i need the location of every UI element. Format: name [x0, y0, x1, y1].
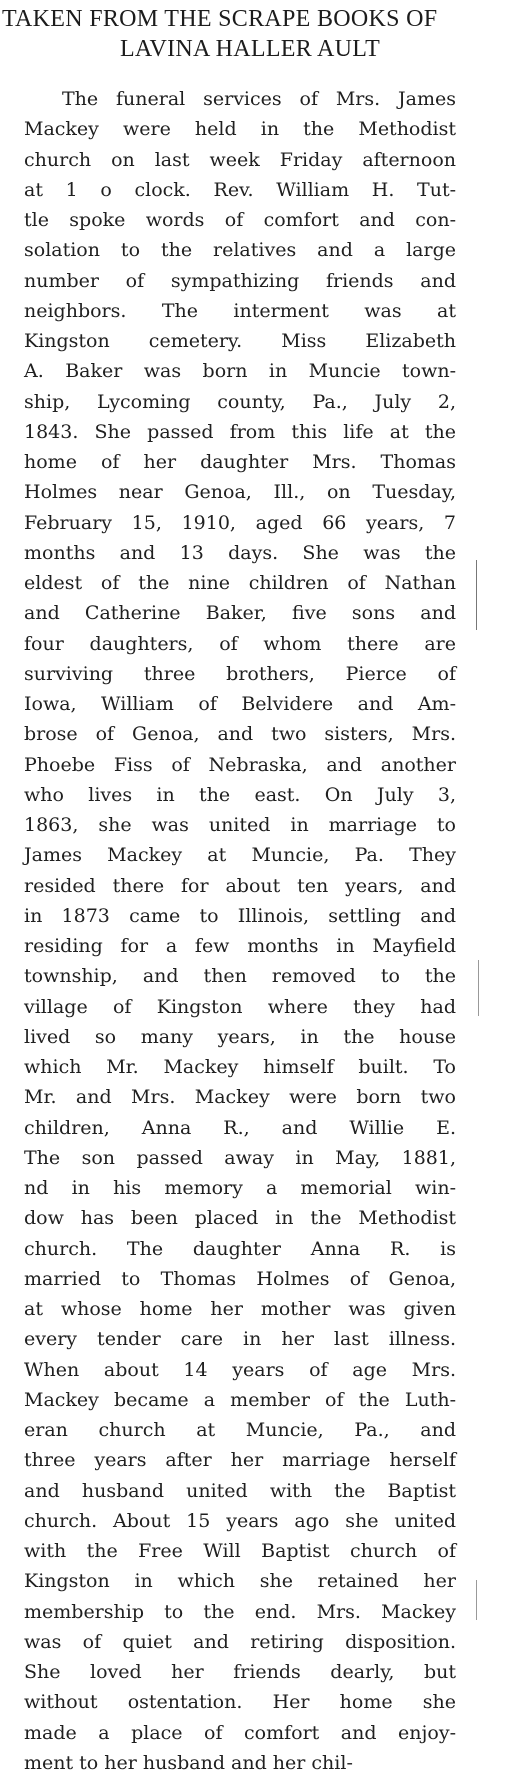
- article-line: surviving three brothers, Pierce of: [24, 662, 456, 685]
- article-line: She loved her friends dearly, but: [24, 1661, 456, 1683]
- article-line: lived so many years, in the house: [24, 1025, 456, 1048]
- article-line: The son passed away in May, 1881,: [24, 1146, 456, 1169]
- article-line: February 15, 1910, aged 66 years, 7: [24, 511, 456, 534]
- headline-line-2: LAVINA HALLER AULT: [119, 36, 381, 62]
- article-line: 1843. She passed from this life at the: [24, 420, 456, 443]
- article-line: The funeral services of Mrs. James: [62, 88, 456, 110]
- article-line: was of quiet and retiring disposition.: [24, 1630, 456, 1653]
- article-line: Iowa, William of Belvidere and Am-: [24, 693, 456, 715]
- article-line: residing for a few months in Mayfield: [24, 935, 456, 957]
- article-line: eran church at Muncie, Pa., and: [24, 1419, 456, 1441]
- article-line: Holmes near Genoa, Ill., on Tuesday,: [24, 481, 456, 504]
- article-line: church. The daughter Anna R. is: [24, 1237, 456, 1260]
- article-line: solation to the relatives and a large: [24, 239, 456, 262]
- article-line: nd in his memory a memorial win-: [24, 1177, 456, 1199]
- article-line: months and 13 days. She was the: [24, 541, 456, 564]
- article-line: number of sympathizing friends and: [24, 269, 456, 292]
- article-line: every tender care in her last illness.: [24, 1328, 456, 1351]
- article-line: with the Free Will Baptist church of: [24, 1540, 456, 1562]
- article-line: church on last week Friday afternoon: [24, 148, 456, 171]
- article-line: brose of Genoa, and two sisters, Mrs.: [24, 723, 456, 746]
- article-line: children, Anna R., and Willie E.: [24, 1116, 456, 1139]
- article-line: dow has been placed in the Methodist: [24, 1207, 456, 1230]
- article-line: Mackey became a member of the Luth-: [24, 1388, 456, 1411]
- article-line: church. About 15 years ago she united: [24, 1509, 456, 1532]
- article-line: at 1 o clock. Rev. William H. Tut-: [24, 178, 456, 201]
- article-line: married to Thomas Holmes of Genoa,: [24, 1267, 456, 1290]
- article-line: at whose home her mother was given: [24, 1298, 456, 1320]
- article-line: Kingston cemetery. Miss Elizabeth: [24, 330, 456, 352]
- article-line: ship, Lycoming county, Pa., July 2,: [24, 390, 456, 413]
- column-rule: [478, 960, 479, 1016]
- article-line: made a place of comfort and enjoy-: [24, 1721, 456, 1744]
- article-line: membership to the end. Mrs. Mackey: [24, 1600, 456, 1623]
- article-line: without ostentation. Her home she: [24, 1691, 456, 1714]
- article-line: eldest of the nine children of Nathan: [24, 572, 456, 594]
- article-line: in 1873 came to Illinois, settling and: [24, 904, 456, 927]
- article-line: three years after her marriage herself: [24, 1449, 456, 1472]
- column-rule: [476, 1580, 477, 1620]
- column-rule: [476, 560, 477, 630]
- article-line: tle spoke words of comfort and con-: [24, 209, 456, 231]
- article-line: Phoebe Fiss of Nebraska, and another: [24, 753, 456, 776]
- article-line: Mackey were held in the Methodist: [24, 118, 456, 141]
- article-line: township, and then removed to the: [24, 965, 456, 988]
- article-line: resided there for about ten years, and: [24, 874, 456, 897]
- article-line: ment to her husband and her chil-: [24, 1751, 353, 1774]
- article-line: Mr. and Mrs. Mackey were born two: [24, 1086, 456, 1109]
- article-line: James Mackey at Muncie, Pa. They: [24, 844, 456, 867]
- article-line: A. Baker was born in Muncie town-: [24, 360, 456, 383]
- article-line: village of Kingston where they had: [24, 995, 456, 1018]
- article-line: four daughters, of whom there are: [24, 632, 456, 655]
- article-line: which Mr. Mackey himself built. To: [24, 1056, 456, 1078]
- obituary-article: [24, 84, 456, 1778]
- article-line: and husband united with the Baptist: [24, 1479, 456, 1502]
- article-line: neighbors. The interment was at: [24, 299, 456, 322]
- article-line: who lives in the east. On July 3,: [24, 783, 456, 806]
- article-line: home of her daughter Mrs. Thomas: [24, 451, 456, 473]
- headline-line-1: TAKEN FROM THE SCRAPE BOOKS OF: [2, 6, 438, 32]
- article-line: and Catherine Baker, five sons and: [24, 602, 456, 625]
- article-line: 1863, she was united in marriage to: [24, 814, 456, 836]
- article-line: Kingston in which she retained her: [24, 1570, 456, 1593]
- article-line: When about 14 years of age Mrs.: [24, 1358, 456, 1381]
